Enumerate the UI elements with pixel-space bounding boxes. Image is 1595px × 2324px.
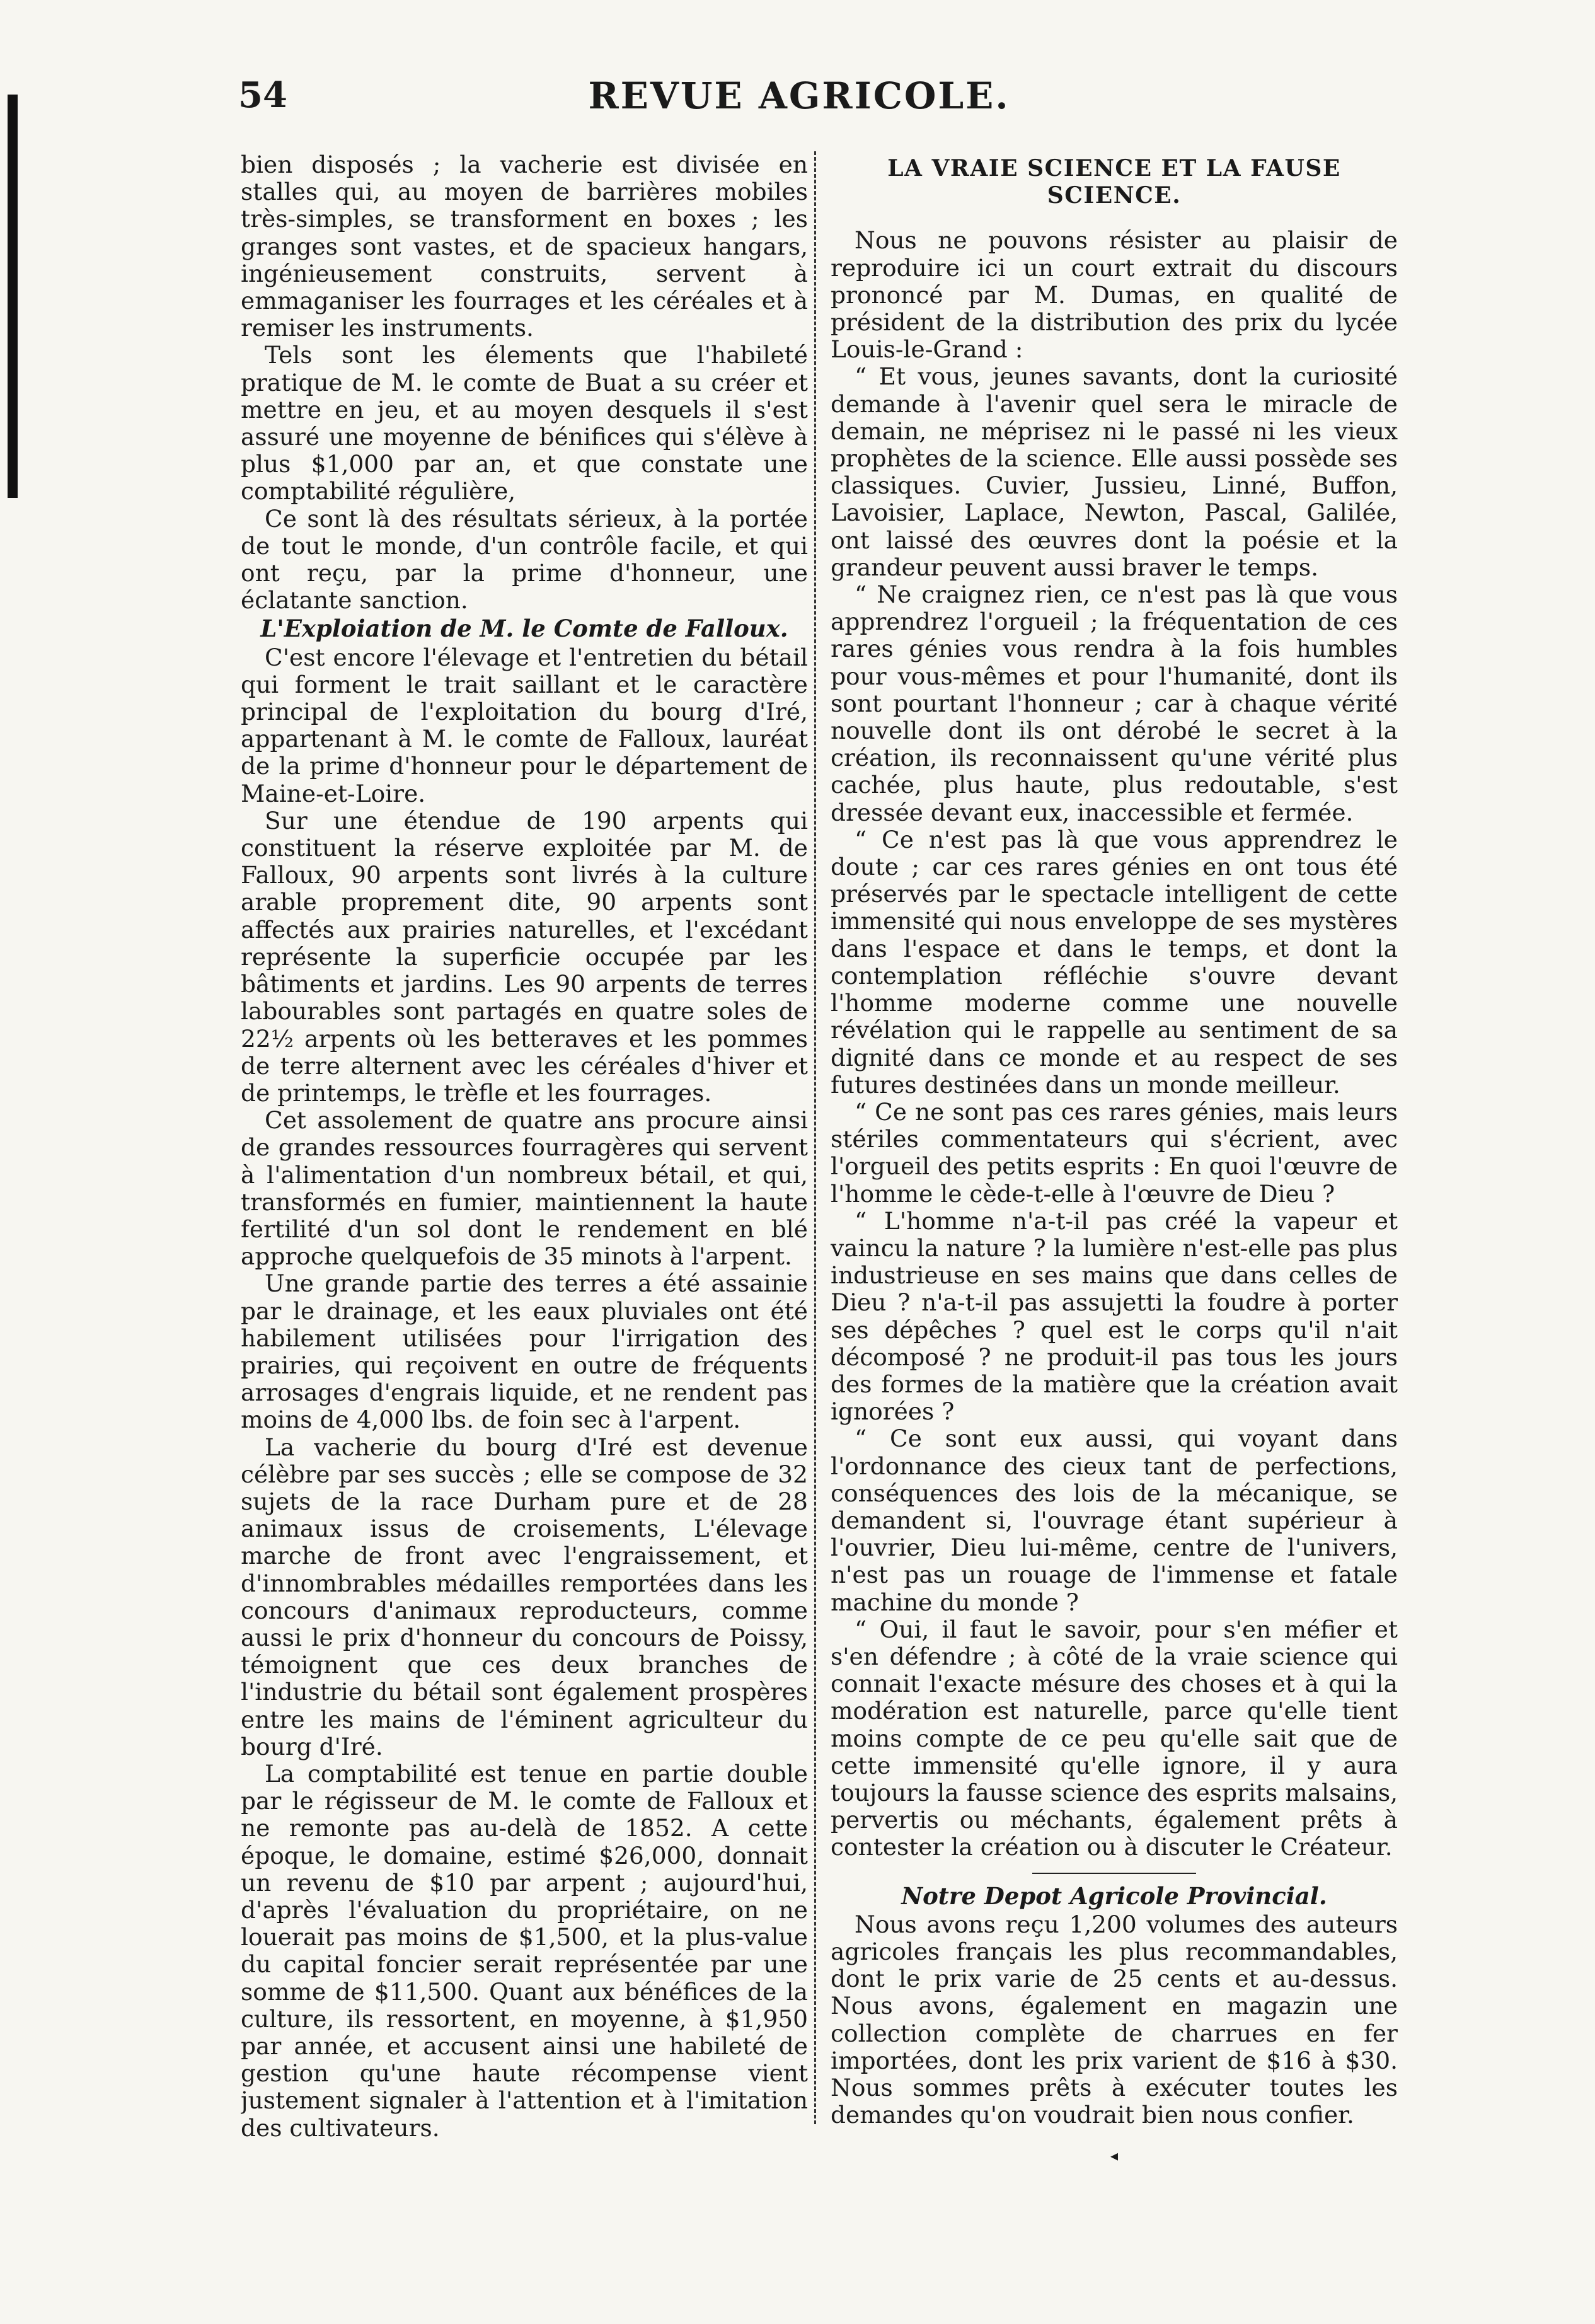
running-title: REVUE AGRICOLE. bbox=[588, 74, 1010, 117]
end-mark: ◂ bbox=[1110, 2147, 1119, 2162]
right-column bbox=[831, 151, 1398, 2162]
section-heading-falloux: L'Exploiation de M. le Comte de Falloux. bbox=[260, 615, 788, 643]
page-number: 54 bbox=[238, 74, 287, 116]
paragraph: “ Oui, il faut le savoir, pour s'en méfier et s'en défendre ; à côté de la vraie science qui connait l'exacte mésure des choses et à qui la modération est naturelle, parce qu'elle tient moins compte de ce peu qu'elle sait que de cette immensité qu'elle ignore, il y aura toujours la fausse science des esprits malsains, pervertis ou méchants, également prêts à contester la création ou à discuter le Créateur. bbox=[831, 1615, 1398, 1861]
paragraph: “ Ne craignez rien, ce n'est pas là que vous apprendrez l'orgueil ; la fréquentation de ces rares génies vous rendra à la fois humbles pour vous-mêmes et pour l'humanité, dont ils sont pourtant l'honneur ; car à chaque vérité nouvelle dont ils ont dérobé le secret à la création, ils reconnaissent qu'une vérité plus cachée, plus haute, plus redoutable, s'est dressée devant eux, inaccessible et fermée. bbox=[831, 581, 1398, 826]
page-edge-bar bbox=[8, 95, 18, 498]
column-divider bbox=[814, 151, 816, 2124]
paragraph: La vacherie du bourg d'Iré est devenue célèbre par ses succès ; elle se compose de 32 sujets de la race Durham pure et de 28 animaux issus de croisements, L'élevage marche de front avec l'engraissement, et d'innombrables médailles remportées dans les concours d'animaux reproducteurs, comme aussi le prix d'honneur du concours de Poissy, témoignent que ces deux branches de l'industrie du bétail sont également prospères entre les mains de l'éminent agriculteur du bourg d'Iré. bbox=[241, 1433, 808, 1760]
paragraph: C'est encore l'élevage et l'entretien du bétail qui forment le trait saillant et le caractère principal de l'exploitation du bourg d'Iré, appartenant à M. le comte de Falloux, lauréat de la prime d'honneur pour le département de Maine-et-Loire. bbox=[241, 643, 808, 807]
paragraph: Nous avons reçu 1,200 volumes des auteurs agricoles français les plus recommandables, dont le prix varie de 25 cents et au-dessus. Nous avons, également en magazin une collection complète de charrues en fer importées, dont les prix varient de $16 à $30. Nous sommes prêts à exécuter toutes les demandes qu'on voudrait bien nous confier. bbox=[831, 1910, 1398, 2129]
paragraph: La comptabilité est tenue en partie double par le régisseur de M. le comte de Falloux et ne remonte pas au-delà de 1852. A cette époque, le domaine, estimé $26,000, donnait un revenu de $10 par arpent ; aujourd'hui, d'après l'évaluation du propriétaire, on ne louerait pas moins de $1,500, et la plus-value du capital foncier serait représentée par une somme de $11,500. Quant aux bénéfices de la culture, ils ressortent, en moyenne, à $1,950 par année, et accusent ainsi une habileté de gestion qu'une haute récompense vient justement signaler à l'attention et à l'imitation des cultivateurs. bbox=[241, 1759, 808, 2142]
section-heading-science: LA VRAIE SCIENCE ET LA FAUSE SCIENCE. bbox=[887, 155, 1341, 209]
paragraph: “ L'homme n'a-t-il pas créé la vapeur et vaincu la nature ? la lumière n'est-elle pas plus industrieuse en ses mains que dans celles de Dieu ? n'a-t-il pas assujetti la foudre à porter ses dépêches ? quel est le corps qu'il n'ait décomposé ? ne produit-il pas tous les jours des formes de la matière que la création avait ignorées ? bbox=[831, 1206, 1398, 1426]
paragraph: Nous ne pouvons résister au plaisir de reproduire ici un court extrait du discours prononcé par M. Dumas, en qualité de président de la distribution des prix du lycée Louis-le-Grand : bbox=[831, 226, 1398, 364]
page-header bbox=[238, 74, 1360, 125]
section-heading-depot: Notre Depot Agricole Provincial. bbox=[901, 1882, 1327, 1910]
paragraph: “ Et vous, jeunes savants, dont la curiosité demande à l'avenir quel sera le miracle de demain, ne méprisez ni le passé ni les vieux prophètes de la science. Elle aussi possède ses classiques. Cuvier, Jussieu, Linné, Buffon, Lavoisier, Laplace, Newton, Pascal, Galilée, ont laissé des œuvres dont la poésie et la grandeur peuvent aussi braver le temps. bbox=[831, 362, 1398, 581]
section-rule bbox=[1032, 1873, 1196, 1874]
paragraph: Cet assolement de quatre ans procure ainsi de grandes ressources fourragères qui servent à l'alimentation d'un nombreux bétail, et qui, transformés en fumier, maintiennent la haute fertilité d'un sol dont le rendement en blé approche quelquefois de 35 minots à l'arpent. bbox=[241, 1106, 808, 1271]
paragraph: “ Ce sont eux aussi, qui voyant dans l'ordonnance des cieux tant de perfections, conséquences des lois de la mécanique, se demandent si, l'ouvrage étant supérieur à l'ouvrier, Dieu lui-même, centre de l'univers, n'est pas un rouage de l'immense et fatale machine du monde ? bbox=[831, 1425, 1398, 1616]
paragraph: Ce sont là des résultats sérieux, à la portée de tout le monde, d'un contrôle facile, et qui ont reçu, par la prime d'honneur, une éclatante sanction. bbox=[241, 504, 808, 615]
paragraph: Sur une étendue de 190 arpents qui constituent la réserve exploitée par M. de Falloux, 90 arpents sont livrés à la culture arable proprement dite, 90 arpents sont affectés aux prairies naturelles, et l'excédant représente la superficie occupée par les bâtiments et jardins. Les 90 arpents de terres labourables sont partagés en quatre soles de 22½ arpents où les betteraves et les pommes de terre alternent avec les céréales d'hiver et de printemps, le trèfle et les fourrages. bbox=[241, 806, 808, 1107]
paragraph: Tels sont les élements que l'habileté pratique de M. le comte de Buat a su créer et mettre en jeu, et au moyen desquels il s'est assuré une moyenne de bénifices qui s'élève à plus $1,000 par an, et que constate une comptabilité régulière, bbox=[241, 341, 808, 506]
paragraph: bien disposés ; la vacherie est divisée en stalles qui, au moyen de barrières mobiles très-simples, se transforment en boxes ; les granges sont vastes, et de spacieux hangars, ingénieusement construits, servent à emmaganiser les fourrages et les céréales et à remiser les instruments. bbox=[241, 151, 808, 342]
left-column bbox=[241, 151, 808, 2162]
paragraph: “ Ce n'est pas là que vous apprendrez le doute ; car ces rares génies en ont tous été préservés par le spectacle intelligent de cette immensité qui nous enveloppe de ses mystères dans l'espace et dans le temps, et dont la contemplation réfléchie s'ouvre devant l'homme moderne comme une nouvelle révélation qui le rappelle au sentiment de sa dignité dans ce monde et au respect de ses futures destinées dans un monde meilleur. bbox=[831, 825, 1398, 1099]
paragraph: “ Ce ne sont pas ces rares génies, mais leurs stériles commentateurs qui s'écrient, avec l'orgueil des petits esprits : En quoi l'œuvre de l'homme le cède-t-elle à l'œuvre de Dieu ? bbox=[831, 1097, 1398, 1208]
paragraph: Une grande partie des terres a été assainie par le drainage, et les eaux pluviales ont été habilement utilisées pour l'irrigation des prairies, qui reçoivent en outre de fréquents arrosages d'engrais liquide, et ne rendent pas moins de 4,000 lbs. de foin sec à l'arpent. bbox=[241, 1269, 808, 1434]
